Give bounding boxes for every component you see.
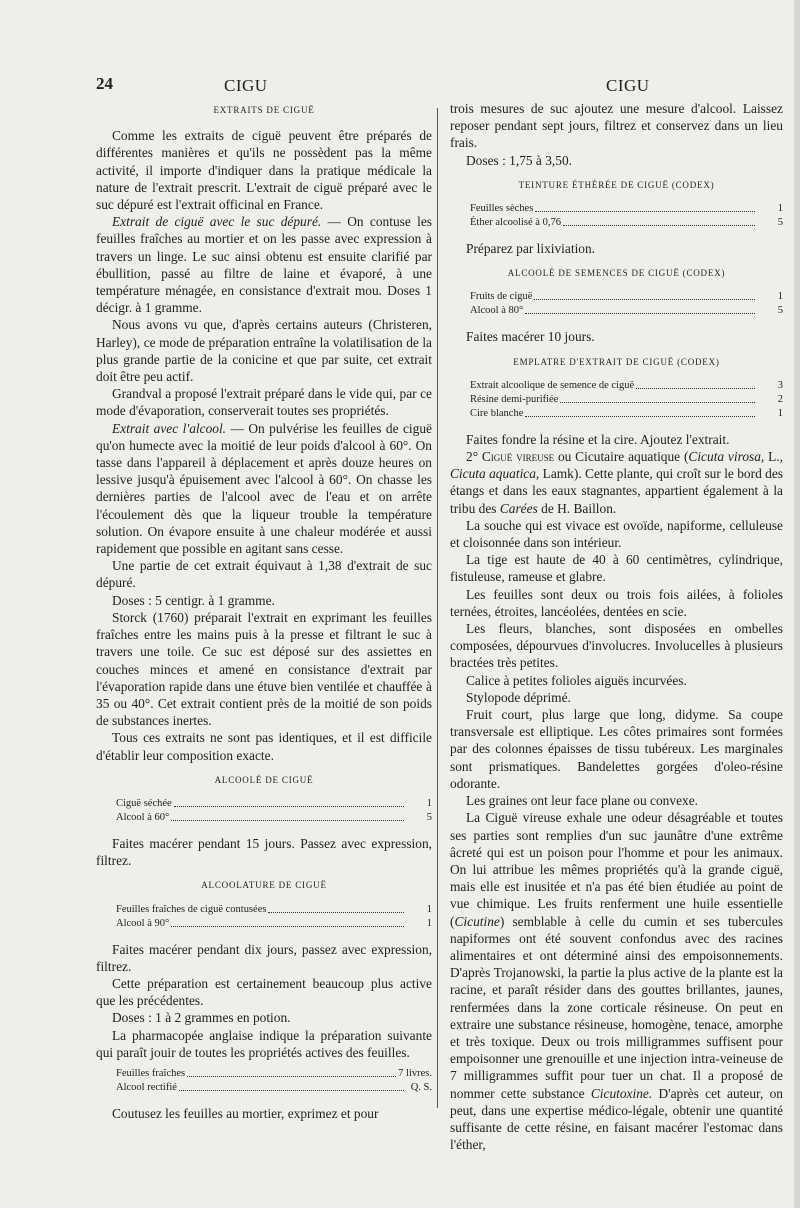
page-edge	[794, 0, 800, 1208]
paragraph: Faites fondre la résine et la cire. Ajoutez l'extrait.	[466, 431, 730, 447]
recipe-row: Cire blanche 1	[470, 407, 783, 419]
paragraph: La pharmacopée anglaise indique la préparation suivante qui paraît jouir de toutes les propriétés actives des feuilles.	[96, 1027, 432, 1060]
paragraph: La souche qui est vivace est ovoïde, napiforme, celluleuse et cloisonnée dans son intérieur.	[450, 517, 783, 551]
heading-alcoole: ALCOOLÉ DE CIGUË	[214, 774, 314, 785]
recipe-emplatre	[470, 379, 783, 421]
heading-extraits: EXTRAITS DE CIGUË	[213, 105, 315, 115]
running-head-left: CIGU	[224, 76, 268, 95]
recipe-row: Alcool à 60° 5	[116, 811, 432, 823]
paragraph: Doses : 1 à 2 grammes en potion.	[112, 1010, 291, 1026]
recipe-row: Fruits de ciguë 1	[470, 291, 783, 303]
paragraph: Grandval a proposé l'extrait préparé dans le vide qui, par ce mode d'évaporation, conserverait toutes ses propriétés.	[96, 386, 432, 419]
inline-title: Extrait avec l'alcool.	[112, 420, 227, 436]
running-head-right: CIGU	[606, 76, 650, 95]
paragraph: Une partie de cet extrait équivaut à 1,38 d'extrait de suc dépuré.	[96, 558, 432, 591]
heading-alcoole-semences: ALCOOLÉ DE SEMENCES DE CIGUË (CODEX)	[507, 268, 726, 279]
left-column	[96, 100, 432, 1122]
recipe-row: Alcool rectifié Q. S.	[116, 1081, 432, 1093]
recipe-row: Éther alcoolisé à 0,76 5	[470, 217, 783, 229]
paragraph: Tous ces extraits ne sont pas identiques, et il est difficile d'établir leur composition exacte.	[96, 730, 432, 763]
recipe-row: Feuilles fraîches 7 livres.	[116, 1067, 432, 1079]
recipe-row: Alcool à 80° 5	[470, 305, 783, 317]
recipe-alcoole	[116, 797, 432, 825]
heading-teinture: TEINTURE ÉTHÉRÉE DE CIGUË (CODEX)	[518, 179, 715, 190]
paragraph: Stylopode déprimé.	[466, 689, 571, 705]
paragraph: Nous avons vu que, d'après certains auteurs (Christeren, Harley), ce mode de préparation entraîne la volatilisation de la plus grande partie de la conicine et que par suite, cet extrait doit être peu actif.	[96, 317, 432, 385]
paragraph: Préparez par lixiviation.	[466, 241, 596, 257]
paragraph: Faites macérer pendant dix jours, passez avec expression, filtrez.	[96, 941, 432, 974]
paragraph: Les fleurs, blanches, sont disposées en ombelles composées, dépourvues d'involucres. Involucelles à plusieurs bractées très petites.	[450, 621, 783, 671]
recipe-alcoolature	[116, 903, 432, 931]
paragraph: Extrait de ciguë avec le suc dépuré. — On contuse les feuilles fraîches au mortier et on les passe avec expression à travers un linge. Le suc ainsi obtenu est ensuite clarifié par ébullition, passé au filtre de laine et évaporé, à une température ménagée, en consistance d'extrait mou. Doses 1 décigr. à 1 gramme.	[96, 214, 432, 316]
recipe-row: Feuilles fraîches de ciguë contusées 1	[116, 903, 432, 915]
recipe-row: Alcool à 90° 1	[116, 917, 432, 929]
page-header	[0, 74, 800, 98]
recipe-row: Extrait alcoolique de semence de ciguë 3	[470, 379, 783, 391]
paragraph: 2° Ciguë vireuse ou Cicutaire aquatique (Cicuta virosa, L., Cicuta aquatica, Lamk). Cette plante, qui croît sur le bord des étangs et dans les eaux stagnantes, appartient également à la tribu des Carées de H. Baillon.	[450, 449, 783, 516]
paragraph: Cette préparation est certainement beaucoup plus active que les précédentes.	[96, 975, 432, 1009]
column-divider	[437, 108, 438, 1108]
paragraph: Extrait avec l'alcool. — On pulvérise les feuilles de ciguë qu'on humecte avec la moitié de leur poids d'alcool à 60°. On tasse dans l'appareil à déplacement et après douze heures on lessive jusqu'à épuisement avec l'alcool à 60°. On chasse les dernières parties de l'alcool avec de l'eau et on arrête l'écoulement dès que la liqueur trouble la température solution. On évapore ensuite à une chaleur modérée et aussi rapidement que possible en agitant sans cesse.	[96, 420, 432, 557]
page-number: 24	[96, 74, 113, 93]
inline-title: Extrait de ciguë avec le suc dépuré.	[112, 214, 322, 230]
paragraph: Les feuilles sont deux ou trois fois ailées, à folioles ternées, étroites, lancéolées, dentées en scie.	[450, 586, 783, 619]
paragraph: Comme les extraits de ciguë peuvent être préparés de différentes manières et qu'ils ne possèdent pas la même activité, il importe d'indiquer dans la pratique médicale la nature de l'extrait prescrit. L'extrait de ciguë préparé avec le suc dépuré est l'extrait officinal en France.	[96, 128, 432, 213]
recipe-row: Ciguë séchée 1	[116, 797, 432, 809]
paragraph: Faites macérer pendant 15 jours. Passez avec expression, filtrez.	[96, 835, 432, 869]
paragraph: La Ciguë vireuse exhale une odeur désagréable et toutes ses parties sont remplies d'un suc jaunâtre d'une extrême âcreté qui est un poison pour l'homme et pour les animaux. On lui attribue les mêmes propriétés qu'à la grande ciguë, mais elle est inusitée et n'a pas été bien étudiée au point de vue chimique. Les fruits renferment une huile essentielle (Cicutine) semblable à celle du cumin et ses tubercules napiformes ont été souvent confondus avec des racines alimentaires et ont déterminé ainsi des empoisonnements. D'après Trojanowski, la partie la plus active de la plante est la racine, et paraît résider dans des gouttes brillantes, jaunes, renfermées dans la zone corticale résineuse. On peut en extraire une substance résineuse, homogène, tenace, amorphe et très toxique. Deux ou trois milligrammes suffisent pour empoisonner une grenouille et une injection intra-veineuse de 7 milligrammes suffit pour tuer un chat. Il a proposé de nommer cette substance Cicutoxine. D'après cet auteur, on peut, dans une expertise médico-légale, obtenir une quantité suffisante de cette résine, en faisant macérer l'estomac dans l'éther,	[450, 810, 783, 1153]
heading-alcoolature: ALCOOLATURE DE CIGUË	[201, 880, 327, 891]
recipe-teinture	[470, 202, 783, 230]
right-column	[450, 100, 783, 1153]
paragraph: Doses : 1,75 à 3,50.	[466, 152, 573, 168]
paragraph: trois mesures de suc ajoutez une mesure d'alcool. Laissez reposer pendant sept jours, filtrez et conservez dans un lieu frais.	[450, 101, 783, 151]
recipe-row: Feuilles sèches 1	[470, 203, 783, 215]
paragraph: Storck (1760) préparait l'extrait en exprimant les feuilles fraîches entre les mains puis à la presse et filtrant le suc à travers une toile. Ce suc est déposé sur des assiettes en couches minces et amené en consistance d'extrait par l'évaporation rapide dans une étuve bien ventilée et chauffée à 35 ou 40°. Cet extrait contient près de la moitié de son poids de substances inertes.	[96, 609, 432, 729]
paragraph: Calice à petites folioles aiguës incurvées.	[466, 672, 687, 688]
recipe-alcoole-semences	[470, 290, 783, 318]
recipe-row: Résine demi-purifiée 2	[470, 393, 783, 405]
recipe-pharmacopee	[116, 1067, 432, 1095]
heading-emplatre: EMPLATRE D'EXTRAIT DE CIGUË (CODEX)	[513, 356, 720, 367]
paragraph: Les graines ont leur face plane ou convexe.	[466, 793, 699, 809]
paragraph: Coutusez les feuilles au mortier, exprimez et pour	[112, 1105, 379, 1121]
paragraph: Fruit court, plus large que long, didyme. Sa coupe transversale est elliptique. Les côtes primaires sont formées par des colonnes épaisses de tissu tubéreux. Les marginales sont prismatiques. Bandelettes gorgées d'oleo-résine odorante.	[450, 707, 783, 791]
paragraph: Faites macérer 10 jours.	[466, 329, 595, 345]
paragraph: Doses : 5 centigr. à 1 gramme.	[112, 592, 275, 608]
paragraph: La tige est haute de 40 à 60 centimètres, cylindrique, fistuleuse, rameuse et glabre.	[450, 552, 783, 585]
